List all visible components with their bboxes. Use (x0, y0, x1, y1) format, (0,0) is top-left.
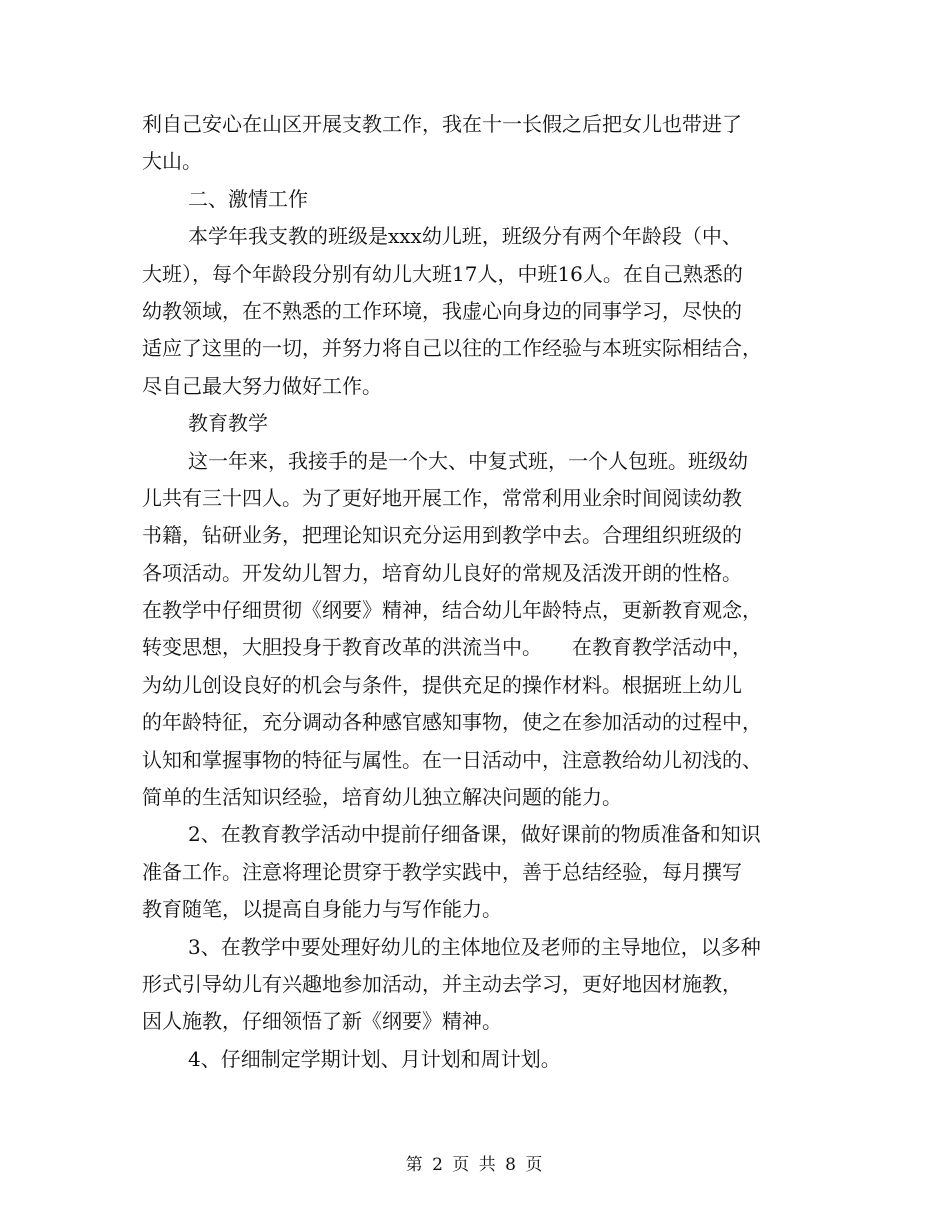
page-number-footer: 第 2 页 共 8 页 (405, 1155, 545, 1175)
text-line: 大山。 (142, 149, 202, 174)
text-line: 适应了这里的一切，并努力将自己以往的工作经验与本班实际相结合， (142, 336, 762, 361)
text-line: 因人施教，仔细领悟了新《纲要》精神。 (142, 1009, 502, 1034)
text-line: 尽自己最大努力做好工作。 (142, 373, 382, 398)
text-line: 3、在教学中要处理好幼儿的主体地位及老师的主导地位，以多种 (188, 934, 761, 959)
text-line: 4、仔细制定学期计划、月计划和周计划。 (188, 1046, 561, 1071)
text-line: 利自己安心在山区开展支教工作，我在十一长假之后把女儿也带进了 (142, 112, 742, 136)
text-line: 准备工作。注意将理论贯穿于教学实践中，善于总结经验，每月撰写 (142, 859, 742, 884)
text-line: 各项活动。开发幼儿智力，培育幼儿良好的常规及活泼开朗的性格。 (142, 560, 742, 585)
text-line: 的年龄特征，充分调动各种感官感知事物，使之在参加活动的过程中， (142, 710, 762, 735)
text-line: 在教学中仔细贯彻《纲要》精神，结合幼儿年龄特点，更新教育观念， (142, 598, 762, 623)
text-line: 书籍，钻研业务，把理论知识充分运用到教学中去。合理组织班级的 (142, 523, 742, 548)
text-line: 这一年来，我接手的是一个大、中复式班，一个人包班。班级幼 (188, 448, 748, 473)
text-line: 简单的生活知识经验，培育幼儿独立解决问题的能力。 (142, 785, 622, 810)
text-line: 形式引导幼儿有兴趣地参加活动，并主动去学习，更好地因材施教， (142, 971, 742, 996)
section-heading: 教育教学 (188, 411, 268, 436)
text-line: 本学年我支教的班级是xxx幼儿班，班级分有两个年龄段（中、 (188, 224, 742, 249)
text-line: 教育随笔，以提高自身能力与写作能力。 (142, 897, 502, 922)
text-line: 幼教领域，在不熟悉的工作环境，我虚心向身边的同事学习，尽快的 (142, 298, 742, 323)
section-heading: 二、激情工作 (188, 186, 308, 211)
text-line: 大班），每个年龄段分别有幼儿大班17人，中班16人。在自己熟悉的 (142, 261, 743, 286)
text-line: 认知和掌握事物的特征与属性。在一日活动中，注意教给幼儿初浅的、 (142, 747, 762, 772)
text-line: 转变思想，大胆投身于教育改革的洪流当中。 在教育教学活动中， (142, 635, 752, 660)
text-line: 2、在教育教学活动中提前仔细备课，做好课前的物质准备和知识 (188, 822, 761, 847)
text-line: 为幼儿创设良好的机会与条件，提供充足的操作材料。根据班上幼儿 (142, 672, 742, 697)
document-body (142, 106, 812, 1078)
text-line: 儿共有三十四人。为了更好地开展工作，常常利用业余时间阅读幼教 (142, 485, 742, 510)
